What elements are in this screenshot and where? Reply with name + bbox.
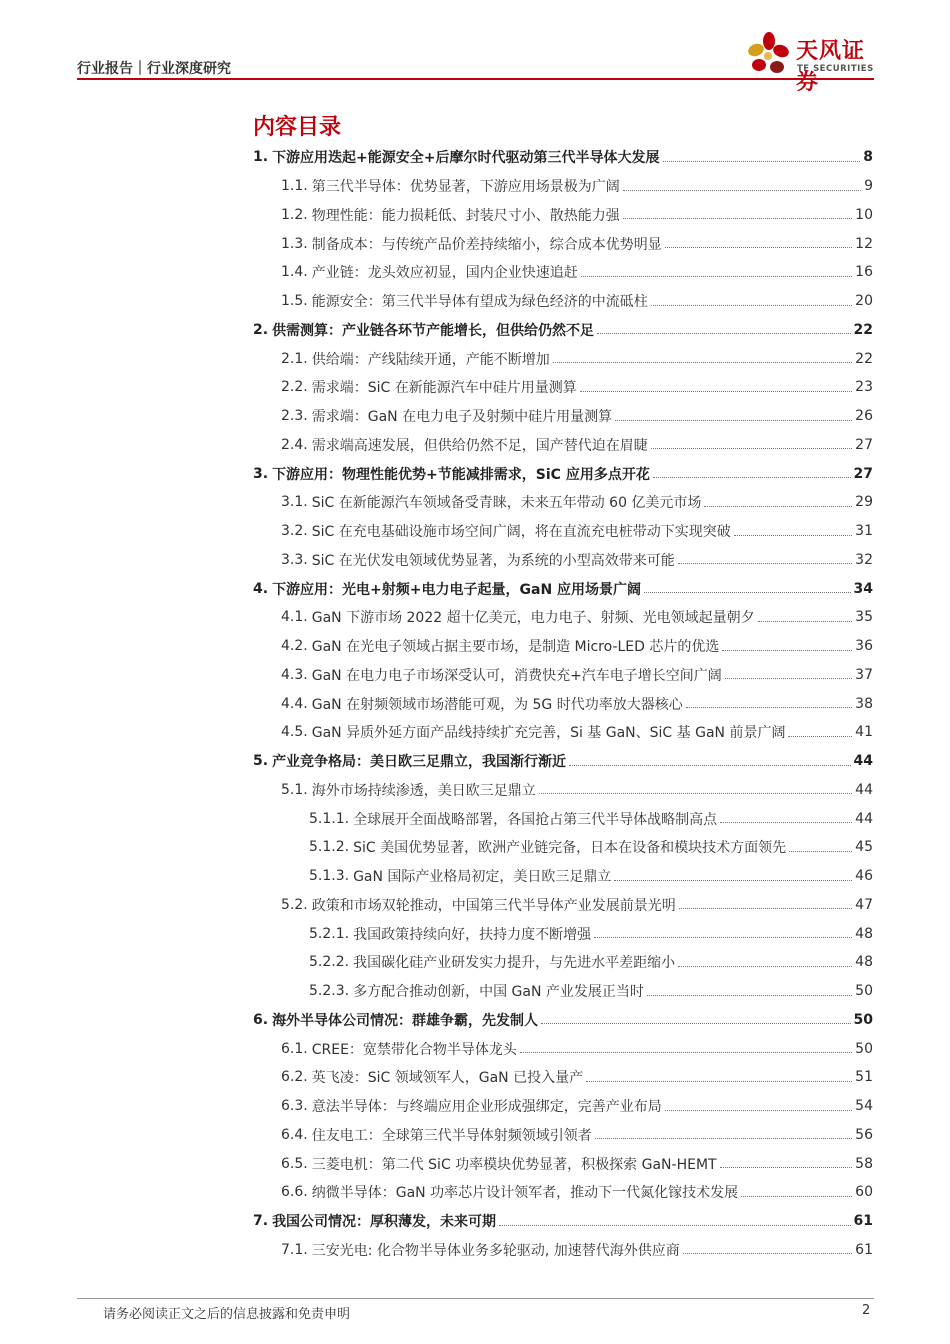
- toc-entry-number: 6.3.: [281, 1098, 308, 1115]
- toc-entry[interactable]: [0, 431, 950, 460]
- toc-dot-leader: [704, 506, 852, 507]
- toc-entry-number: 5.1.1.: [309, 810, 350, 827]
- logo-name: 天风证券: [796, 39, 866, 95]
- toc-entry-title: 我国公司情况：厚积薄发，未来可期: [272, 1214, 497, 1231]
- toc-entry-page: 35: [855, 609, 873, 626]
- toc-dot-leader: [788, 736, 852, 737]
- toc-entry-page: 12: [855, 235, 873, 252]
- toc-dot-leader: [678, 563, 852, 564]
- toc-entry[interactable]: [0, 287, 950, 316]
- toc-dot-leader: [678, 966, 852, 967]
- toc-dot-leader: [665, 247, 852, 248]
- toc-entry[interactable]: [0, 1034, 950, 1063]
- toc-dot-leader: [644, 592, 850, 593]
- toc-entry-title: 需求端：GaN 在电力电子及射频中硅片用量测算: [311, 409, 613, 426]
- toc-dot-leader: [615, 420, 852, 421]
- toc-dot-leader: [520, 1052, 852, 1053]
- toc-entry[interactable]: [0, 661, 950, 690]
- toc-entry-page: 50: [855, 1040, 873, 1057]
- toc-entry-page: 50: [853, 1011, 873, 1028]
- toc-entry[interactable]: [0, 804, 950, 833]
- toc-entry-title: 多方配合推动创新，中国 GaN 产业发展正当时: [353, 984, 644, 1001]
- toc-entry-page: 45: [855, 839, 873, 856]
- toc-dot-leader: [734, 535, 852, 536]
- toc-entry-title: 我国政策持续向好，扶持力度不断增强: [353, 926, 592, 943]
- toc-entry-title: SiC 美国优势显著，欧洲产业链完备，日本在设备和模块技术方面领先: [353, 840, 787, 857]
- toc-dot-leader: [741, 1196, 852, 1197]
- toc-dot-leader: [647, 995, 852, 996]
- toc-entry-page: 44: [855, 781, 873, 798]
- toc-dot-leader: [720, 1167, 853, 1168]
- toc-entry[interactable]: [0, 1207, 950, 1236]
- toc-entry-title: 制备成本：与传统产品价差持续缩小，综合成本优势明显: [311, 236, 662, 253]
- toc-entry-number: 2.: [253, 321, 269, 338]
- toc-entry[interactable]: [0, 143, 950, 172]
- toc-entry-title: SiC 在充电基础设施市场空间广阔，将在直流充电桩带动下实现突破: [311, 524, 731, 541]
- toc-entry-page: 29: [855, 494, 873, 511]
- toc-entry-title: 下游应用迭起+能源安全+后摩尔时代驱动第三代半导体大发展: [272, 150, 660, 167]
- toc-entry-title: 产业链：龙头效应初显，国内企业快速追赶: [311, 265, 578, 282]
- toc-title: 内容目录: [253, 115, 342, 140]
- toc-dot-leader: [686, 707, 852, 708]
- toc-entry-page: 47: [855, 896, 873, 913]
- toc-entry[interactable]: [0, 1236, 950, 1265]
- toc-dot-leader: [499, 1225, 850, 1226]
- toc-entry-number: 6.: [253, 1011, 269, 1028]
- toc-entry[interactable]: [0, 1178, 950, 1207]
- toc-entry-number: 2.2.: [281, 379, 308, 396]
- toc-dot-leader: [539, 793, 852, 794]
- flower-logo-icon: [744, 30, 794, 80]
- toc-entry-page: 9: [864, 178, 873, 195]
- toc-entry-title: SiC 在新能源汽车领域备受青睐，未来五年带动 60 亿美元市场: [311, 495, 702, 512]
- table-of-contents: [0, 143, 950, 1264]
- toc-entry-title: 供需测算：产业链各环节产能增长，但供给仍然不足: [272, 322, 595, 339]
- toc-entry-page: 46: [855, 868, 873, 885]
- toc-entry-page: 23: [855, 379, 873, 396]
- toc-entry-title: 政策和市场双轮推动，中国第三代半导体产业发展前景光明: [311, 897, 676, 914]
- toc-dot-leader: [683, 1253, 852, 1254]
- toc-dot-leader: [569, 765, 850, 766]
- toc-entry-number: 3.1.: [281, 494, 308, 511]
- toc-entry[interactable]: [0, 632, 950, 661]
- toc-entry-number: 5.1.: [281, 781, 308, 798]
- toc-dot-leader: [614, 880, 852, 881]
- toc-entry-title: CREE：宽禁带化合物半导体龙头: [311, 1041, 517, 1058]
- footer-divider: [77, 1298, 874, 1299]
- toc-entry-number: 5.1.2.: [309, 839, 350, 856]
- toc-entry-page: 58: [855, 1155, 873, 1172]
- toc-entry-number: 5.2.: [281, 896, 308, 913]
- toc-dot-leader: [581, 276, 852, 277]
- toc-entry-page: 34: [853, 580, 873, 597]
- toc-entry-number: 4.1.: [281, 609, 308, 626]
- toc-dot-leader: [580, 391, 852, 392]
- toc-entry[interactable]: [0, 603, 950, 632]
- toc-entry-number: 3.2.: [281, 523, 308, 540]
- toc-entry-page: 51: [855, 1069, 873, 1086]
- toc-entry-title: 三菱电机：第二代 SiC 功率模块优势显著，积极探索 GaN-HEMT: [311, 1156, 717, 1173]
- toc-entry-number: 6.1.: [281, 1040, 308, 1057]
- toc-entry-page: 38: [855, 695, 873, 712]
- toc-dot-leader: [541, 1023, 850, 1024]
- toc-dot-leader: [651, 305, 852, 306]
- toc-entry-page: 48: [855, 954, 873, 971]
- toc-entry[interactable]: [0, 546, 950, 575]
- toc-entry-number: 3.3.: [281, 551, 308, 568]
- toc-dot-leader: [720, 822, 852, 823]
- toc-dot-leader: [586, 1081, 852, 1082]
- toc-entry-number: 3.: [253, 465, 269, 482]
- toc-dot-leader: [663, 161, 861, 162]
- toc-entry[interactable]: [0, 316, 950, 345]
- toc-entry[interactable]: [0, 229, 950, 258]
- toc-entry-number: 1.5.: [281, 293, 308, 310]
- toc-entry-page: 26: [855, 408, 873, 425]
- toc-entry[interactable]: [0, 517, 950, 546]
- toc-dot-leader: [594, 937, 852, 938]
- toc-entry-number: 1.2.: [281, 206, 308, 223]
- toc-entry[interactable]: [0, 776, 950, 805]
- toc-entry[interactable]: [0, 747, 950, 776]
- toc-entry-page: 48: [855, 925, 873, 942]
- toc-entry-number: 2.3.: [281, 408, 308, 425]
- toc-entry-title: 能源安全：第三代半导体有望成为绿色经济的中流砥柱: [311, 294, 648, 311]
- toc-dot-leader: [651, 448, 852, 449]
- toc-dot-leader: [679, 908, 852, 909]
- toc-entry-page: 22: [853, 321, 873, 338]
- toc-entry[interactable]: [0, 574, 950, 603]
- toc-entry-title: SiC 在光伏发电领域优势显著，为系统的小型高效带来可能: [311, 552, 675, 569]
- toc-entry-title: 纳微半导体：GaN 功率芯片设计领军者，推动下一代氮化镓技术发展: [311, 1185, 739, 1202]
- footer-disclaimer: 请务必阅读正文之后的信息披露和免责申明: [103, 1307, 351, 1322]
- toc-entry-title: 供给端：产线陆续开通，产能不断增加: [311, 351, 550, 368]
- toc-dot-leader: [553, 362, 852, 363]
- toc-entry-number: 7.1.: [281, 1241, 308, 1258]
- report-category: 行业报告｜行业深度研究: [77, 61, 231, 77]
- toc-entry[interactable]: [0, 1121, 950, 1150]
- toc-entry[interactable]: [0, 459, 950, 488]
- toc-entry-title: 产业竞争格局：美日欧三足鼎立，我国渐行渐近: [272, 754, 567, 771]
- toc-entry-number: 2.4.: [281, 436, 308, 453]
- toc-entry-page: 54: [855, 1098, 873, 1115]
- toc-entry-title: GaN 异质外延方面产品线持续扩充完善，Si 基 GaN、SiC 基 GaN 前景广阔: [311, 725, 786, 742]
- toc-entry-title: 全球展开全面战略部署，各国抢占第三代半导体战略制高点: [353, 811, 718, 828]
- toc-entry-title: GaN 在射频领域市场潜能可观，为 5G 时代功率放大器核心: [311, 696, 683, 713]
- toc-entry-title: 下游应用：光电+射频+电力电子起量，GaN 应用场景广阔: [272, 581, 642, 598]
- toc-entry[interactable]: [0, 689, 950, 718]
- toc-dot-leader: [623, 190, 861, 191]
- toc-entry-number: 5.2.2.: [309, 954, 350, 971]
- toc-entry-number: 6.2.: [281, 1069, 308, 1086]
- toc-dot-leader: [789, 851, 852, 852]
- toc-entry[interactable]: [0, 373, 950, 402]
- toc-entry-page: 22: [855, 350, 873, 367]
- toc-entry-page: 44: [855, 810, 873, 827]
- toc-entry-title: 我国碳化硅产业研发实力提升，与先进水平差距缩小: [353, 955, 676, 972]
- toc-entry-title: 意法半导体：与终端应用企业形成强绑定，完善产业布局: [311, 1099, 662, 1116]
- toc-entry-page: 44: [853, 753, 873, 770]
- toc-entry-number: 5.2.3.: [309, 983, 350, 1000]
- toc-entry-page: 27: [853, 465, 873, 482]
- toc-dot-leader: [597, 333, 850, 334]
- toc-entry-number: 5.1.3.: [309, 868, 350, 885]
- toc-entry[interactable]: [0, 833, 950, 862]
- toc-entry-page: 61: [855, 1241, 873, 1258]
- toc-entry[interactable]: [0, 201, 950, 230]
- toc-entry[interactable]: [0, 862, 950, 891]
- toc-entry[interactable]: [0, 919, 950, 948]
- toc-dot-leader: [595, 1138, 852, 1139]
- toc-entry-title: 三安光电: 化合物半导体业务多轮驱动, 加速替代海外供应商: [311, 1242, 680, 1259]
- toc-entry-title: 物理性能：能力损耗低、封装尺寸小、散热能力强: [311, 207, 620, 224]
- toc-entry-number: 4.3.: [281, 666, 308, 683]
- toc-entry-page: 10: [855, 206, 873, 223]
- toc-entry-page: 16: [855, 264, 873, 281]
- toc-entry[interactable]: [0, 258, 950, 287]
- toc-entry[interactable]: [0, 891, 950, 920]
- toc-entry-page: 36: [855, 638, 873, 655]
- toc-entry[interactable]: [0, 488, 950, 517]
- toc-dot-leader: [653, 477, 851, 478]
- toc-entry-number: 7.: [253, 1213, 269, 1230]
- toc-entry[interactable]: [0, 948, 950, 977]
- toc-entry-number: 4.: [253, 580, 269, 597]
- toc-entry[interactable]: [0, 718, 950, 747]
- company-logo: [744, 30, 884, 95]
- toc-entry-page: 60: [855, 1184, 873, 1201]
- logo-subtitle: TF SECURITIES: [797, 64, 874, 74]
- toc-entry-page: 27: [855, 436, 873, 453]
- toc-dot-leader: [758, 621, 853, 622]
- toc-entry-number: 4.5.: [281, 724, 308, 741]
- toc-entry-title: 需求端：SiC 在新能源汽车中硅片用量测算: [311, 380, 577, 397]
- toc-entry[interactable]: [0, 1149, 950, 1178]
- toc-entry-number: 1.1.: [281, 178, 308, 195]
- toc-entry-number: 1.4.: [281, 264, 308, 281]
- toc-entry-title: 第三代半导体：优势显著，下游应用场景极为广阔: [311, 179, 620, 196]
- toc-entry-page: 37: [855, 666, 873, 683]
- page-number: 2: [862, 1303, 871, 1318]
- toc-entry-title: GaN 国际产业格局初定，美日欧三足鼎立: [353, 869, 612, 886]
- toc-entry[interactable]: [0, 1063, 950, 1092]
- toc-entry-page: 31: [855, 523, 873, 540]
- toc-entry-page: 50: [855, 983, 873, 1000]
- toc-entry-page: 61: [853, 1213, 873, 1230]
- toc-entry-title: 海外市场持续渗透，美日欧三足鼎立: [311, 782, 536, 799]
- toc-entry-page: 8: [863, 149, 873, 166]
- toc-entry-title: 住友电工：全球第三代半导体射频领域引领者: [311, 1127, 592, 1144]
- toc-entry-title: 海外半导体公司情况：群雄争霸，先发制人: [272, 1012, 539, 1029]
- toc-dot-leader: [623, 218, 852, 219]
- toc-entry[interactable]: [0, 1092, 950, 1121]
- toc-entry-title: GaN 下游市场 2022 超十亿美元，电力电子、射频、光电领域起量朝夕: [311, 610, 755, 627]
- toc-entry-number: 6.4.: [281, 1126, 308, 1143]
- toc-entry-number: 2.1.: [281, 350, 308, 367]
- toc-entry-title: GaN 在电力电子市场深受认可，消费快充+汽车电子增长空间广阔: [311, 667, 722, 684]
- toc-entry-title: 需求端高速发展，但供给仍然不足，国产替代迫在眉睫: [311, 437, 648, 454]
- toc-entry-number: 1.3.: [281, 235, 308, 252]
- toc-entry-number: 6.6.: [281, 1184, 308, 1201]
- toc-entry-number: 1.: [253, 149, 269, 166]
- toc-entry[interactable]: [0, 402, 950, 431]
- toc-entry-number: 5.: [253, 753, 269, 770]
- toc-entry[interactable]: [0, 977, 950, 1006]
- toc-entry[interactable]: [0, 172, 950, 201]
- toc-entry[interactable]: [0, 344, 950, 373]
- toc-entry-number: 4.4.: [281, 695, 308, 712]
- toc-entry-number: 5.2.1.: [309, 925, 350, 942]
- toc-dot-leader: [722, 650, 852, 651]
- toc-entry-title: GaN 在光电子领域占据主要市场，是制造 Micro-LED 芯片的优选: [311, 639, 720, 656]
- toc-dot-leader: [665, 1110, 852, 1111]
- toc-entry-page: 41: [855, 724, 873, 741]
- toc-dot-leader: [725, 678, 852, 679]
- toc-entry-page: 20: [855, 293, 873, 310]
- toc-entry-number: 6.5.: [281, 1155, 308, 1172]
- toc-entry[interactable]: [0, 1006, 950, 1035]
- toc-entry-number: 4.2.: [281, 638, 308, 655]
- toc-entry-title: 英飞凌：SiC 领域领军人，GaN 已投入量产: [311, 1070, 584, 1087]
- toc-entry-title: 下游应用：物理性能优势+节能减排需求，SiC 应用多点开花: [272, 466, 650, 483]
- toc-entry-page: 56: [855, 1126, 873, 1143]
- toc-entry-page: 32: [855, 551, 873, 568]
